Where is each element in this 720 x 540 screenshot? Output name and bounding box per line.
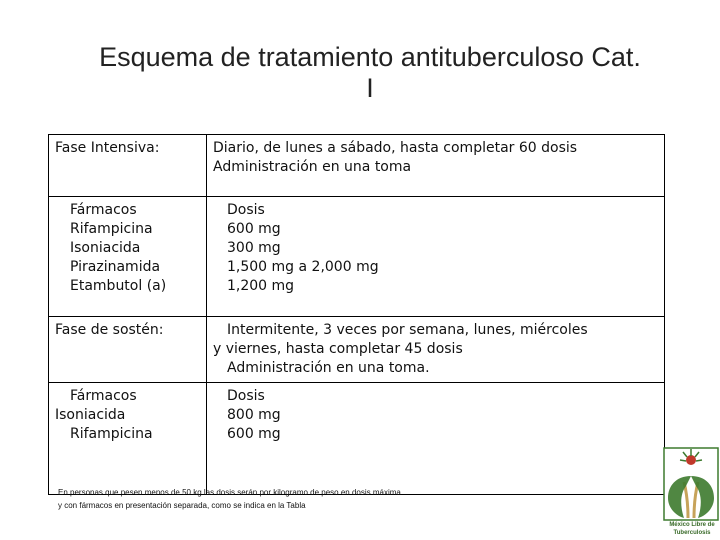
dose-item: 600 mg [227,426,281,442]
drug-item: Isoniacida [55,407,126,423]
table-row-maintenance-phase [49,317,665,383]
dose-item: 300 mg [227,240,281,256]
drugs-header: Fármacos [70,202,137,218]
maintenance-phase-description-cell [207,317,665,383]
table-row-intensive-drugs [49,197,665,317]
slide-title [60,42,680,104]
logo-caption-line-2: Tuberculosis [673,530,711,536]
maintenance-doses-cell [207,383,665,495]
doses-header: Dosis [227,202,265,218]
intensive-phase-label: Fase Intensiva: [55,140,160,156]
table-row-intensive-phase [49,135,665,197]
dose-item: 1,500 mg a 2,000 mg [227,259,379,275]
drug-item: Isoniacida [70,240,141,256]
table-row-maintenance-drugs [49,383,665,495]
footnote-line-1: En personas que pesen menos de 50 kg las dosis serán por kilogramo de peso en dosis máxima [58,488,401,497]
logo-caption [664,521,720,537]
maintenance-phase-label: Fase de sostén: [55,322,164,338]
maintenance-phase-label-cell [49,317,207,383]
doses-header: Dosis [227,388,265,404]
dose-item: 800 mg [227,407,281,423]
drug-item: Etambutol (a) [70,278,167,294]
maintenance-phase-schedule-1: Intermitente, 3 veces por semana, lunes, miércoles [227,322,588,338]
intensive-phase-administration: Administración en una toma [213,159,412,175]
drug-item: Rifampicina [70,221,153,237]
logo-caption-line-1: México Libre de [669,522,715,528]
intensive-phase-description-cell [207,135,665,197]
maintenance-drugs-cell [49,383,207,495]
intensive-phase-schedule: Diario, de lunes a sábado, hasta completar 60 dosis [213,140,578,156]
drug-item: Pirazinamida [70,259,161,275]
title-line-2: I [366,73,374,103]
intensive-phase-label-cell [49,135,207,197]
intensive-doses-cell [207,197,665,317]
treatment-table [48,134,665,495]
maintenance-phase-administration: Administración en una toma. [227,360,430,376]
footnote-line-2: y con fármacos en presentación separada, como se indica en la Tabla [58,501,306,510]
drug-item: Rifampicina [70,426,153,442]
dose-item: 600 mg [227,221,281,237]
dose-item: 1,200 mg [227,278,295,294]
drugs-header: Fármacos [70,388,137,404]
footnote [58,486,498,512]
title-line-1: Esquema de tratamiento antituberculoso Cat. [99,42,641,72]
maintenance-phase-schedule-2: y viernes, hasta completar 45 dosis [213,341,463,357]
intensive-drugs-cell [49,197,207,317]
